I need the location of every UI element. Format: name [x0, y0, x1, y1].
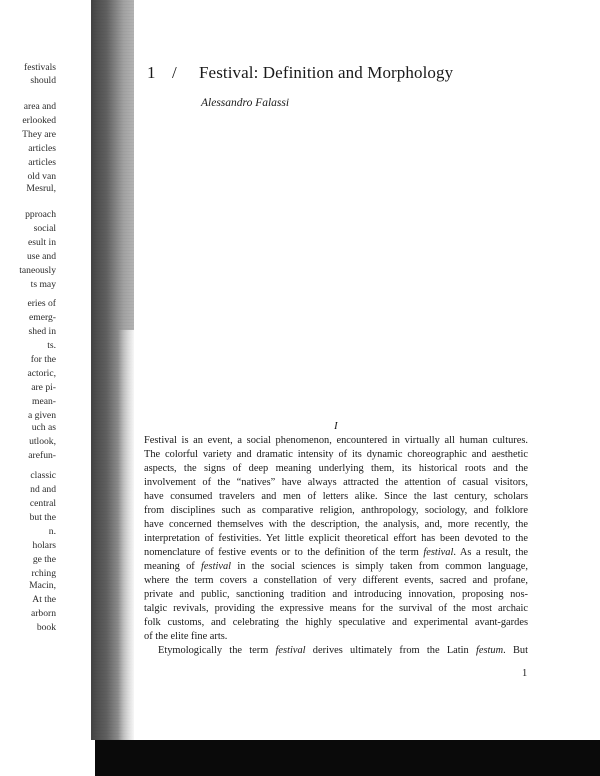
left-page-line: articles	[28, 143, 56, 154]
body-line: involvement of the “natives” have always attracted the attention of casual visitors,	[144, 477, 528, 488]
body-line: nomenclature of festive events or to the definition of the term festival. As a result, the	[144, 547, 528, 558]
body-line: interpretation of festivities. Yet little explicit theoretical effort has been devoted to the	[144, 533, 528, 544]
left-page-line: eries of	[27, 298, 56, 309]
left-page-line: should	[30, 75, 56, 86]
left-page-line: are pi-	[31, 382, 56, 393]
chapter-separator: /	[172, 63, 177, 82]
chapter-author: Alessandro Falassi	[201, 97, 290, 109]
left-page-line: actoric,	[27, 368, 56, 379]
left-page-line: for the	[30, 354, 56, 365]
body-line: Festival is an event, a social phenomenon, encountered in virtually all human cultures.	[144, 435, 528, 446]
left-page-line: utlook,	[29, 436, 56, 447]
left-page-line: ts may	[30, 279, 56, 290]
left-page-line: old van	[27, 171, 56, 182]
left-page-line: ts.	[47, 340, 56, 351]
body-line: have concerned themselves with the description, the analysis, and, more recently, the	[144, 519, 528, 530]
left-page-line: Mesrul,	[26, 183, 56, 194]
left-page-line: classic	[30, 470, 56, 481]
left-page-line: nd and	[30, 484, 56, 495]
body-line: private and public, sanctioning tradition and introducing innovation, proposing nos-	[144, 589, 528, 600]
body-line: have consumed travelers and men of letters alike. Since the last century, scholars	[144, 491, 528, 502]
section-number: I	[334, 420, 338, 432]
left-page-line: arefun-	[28, 450, 56, 461]
left-page-line: holars	[32, 540, 56, 551]
body-line: folk customs, and celebrating the highly speculative and experimental avant-gardes	[144, 617, 528, 628]
left-page-line: esult in	[28, 237, 56, 248]
left-facing-page	[0, 0, 60, 740]
chapter-title: Festival: Definition and Morphology	[199, 63, 454, 82]
chapter-number: 1	[147, 63, 156, 82]
left-page-line: emerg-	[29, 312, 56, 323]
body-line: meaning of festival in the social sciences is simply taken from common language,	[144, 561, 528, 572]
left-page-line: shed in	[28, 326, 56, 337]
body-line: where the term covers a constellation of very different events, sacred and profane,	[144, 575, 528, 586]
left-page-line: articles	[28, 157, 56, 168]
left-page-line: use and	[26, 251, 56, 262]
left-page-line: Macin,	[29, 580, 56, 591]
body-line: of the elite fine arts.	[144, 631, 228, 642]
body-line: talgic revivals, providing the expressive means for the survival of the most archaic	[144, 603, 528, 614]
left-page-line: area and	[23, 101, 56, 112]
gutter-shadow-fade	[118, 330, 138, 740]
left-page-line: uch as	[31, 422, 56, 433]
body-line: Etymologically the term festival derives ultimately from the Latin festum. But	[158, 645, 528, 656]
left-page-line: mean-	[32, 396, 56, 407]
left-page-line: erlooked	[22, 115, 56, 126]
left-page-line: arborn	[30, 608, 56, 619]
left-page-line: n.	[48, 526, 56, 537]
left-page-line: book	[36, 622, 56, 633]
body-line: aspects, the signs of deep meaning underlying them, its historical roots and the	[144, 463, 528, 474]
left-page-line: taneously	[19, 265, 56, 276]
left-page-line: They are	[22, 129, 56, 140]
left-page-line: festivals	[24, 62, 56, 73]
left-page-line: ge the	[32, 554, 56, 565]
left-page-line: central	[29, 498, 56, 509]
gutter-edge-line	[91, 0, 93, 740]
left-page-line: social	[33, 223, 56, 234]
left-page-line: a given	[28, 410, 56, 421]
left-page-line: At the	[32, 594, 56, 605]
left-page-line: rching	[31, 568, 56, 579]
left-page-line: but the	[29, 512, 56, 523]
body-line: from disciplines such as comparative religion, anthropology, sociology, and folklore	[144, 505, 528, 516]
left-page-line: pproach	[25, 209, 56, 220]
page-number: 1	[522, 668, 528, 679]
body-line: The colorful variety and dramatic intensity of its dynamic choreographic and aesthetic	[144, 449, 528, 460]
scan-bottom-edge	[95, 740, 600, 776]
